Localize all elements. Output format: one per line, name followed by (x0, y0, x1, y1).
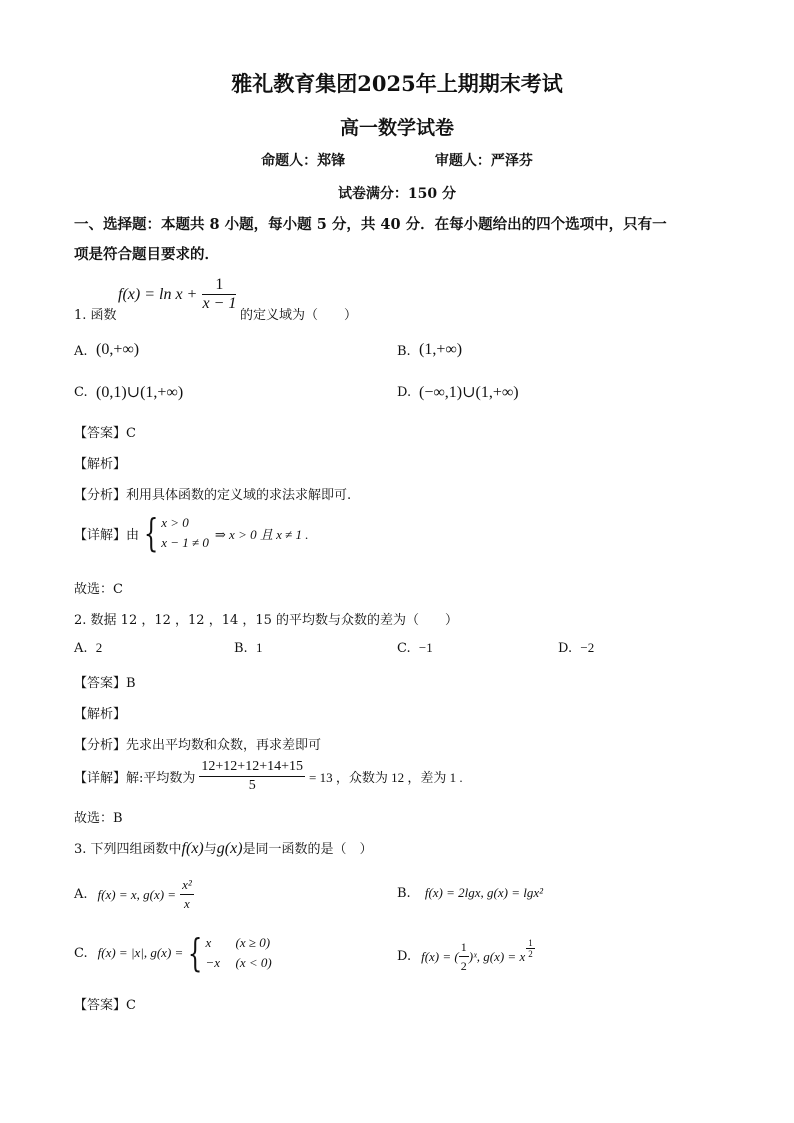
q2-analysis-tag: 【解析】 (74, 707, 127, 722)
q2-option-a: A. 2 (74, 640, 103, 656)
q1-fraction: $\frac{1}{x - 1}$ (202, 276, 237, 312)
reviewer: 审题人：严泽芬 (434, 153, 533, 169)
q3-option-c: C. f(x) = |x|, g(x) = { x (x ≥ 0) −x (x < 0) (74, 931, 272, 975)
q3-option-d: D. f(x) = ( $\frac{1}{2}$ )ˣ, g(x) = x $\frac{1}{2}$ (397, 938, 533, 973)
q1-prefix: 1. 函数 (74, 308, 117, 323)
q1-option-d-label: D. (397, 385, 412, 400)
q3-stem: 3. 下列四组函数中f(x)与g(x)是同一函数的是（ ） (74, 840, 373, 857)
q1-fenxi: 【分析】利用具体函数的定义域的求法求解即可. (74, 488, 352, 503)
q1-option-b: (1,+∞) (419, 341, 463, 358)
q2-option-d: D. −2 (558, 640, 595, 656)
exam-subtitle: 高一数学试卷 (339, 117, 454, 139)
q2-detail: 【详解】 解:平均数为 $\frac{12+12+12+14+15}{5}$ = 13 ，众数为 12 ，差为 1 . (74, 759, 463, 793)
q1-option-c-label: C. (74, 385, 88, 400)
q1-option-b-label: B. (397, 344, 411, 359)
q2-fraction: $\frac{12+12+12+14+15}{5}$ (201, 759, 303, 793)
q2-answer: 【答案】B (74, 676, 136, 691)
section-heading-line1: 一、选择题：本题共 8 小题，每小题 5 分，共 40 分．在每小题给出的四个选项中，只有一 (74, 216, 667, 233)
q1-option-a-label: A. (74, 344, 88, 359)
q1-formula: f(x) = ln x + $\frac{1}{x - 1}$ (118, 276, 237, 312)
q1-suffix: 的定义域为（ ） (240, 308, 358, 323)
q1-analysis-tag: 【解析】 (74, 457, 127, 472)
q3-answer: 【答案】C (74, 998, 136, 1013)
q1-system: { x > 0 x − 1 ≠ 0 (143, 511, 209, 555)
q1-option-a: (0,+∞) (96, 341, 140, 358)
full-score: 试卷满分：150 分 (337, 186, 457, 202)
section-heading-line2: 项是符合题目要求的． (74, 246, 219, 263)
setter: 命题人：郑锋 (261, 153, 346, 169)
q2-option-b: B. 1 (234, 640, 263, 656)
q2-stem: 2. 数据 12 ，12 ，12 ，14 ，15 的平均数与众数的差为（ ） (74, 613, 459, 628)
q1-answer: 【答案】C (74, 426, 136, 441)
q2-fenxi: 【分析】先求出平均数和众数，再求差即可 (74, 738, 322, 753)
q2-conclusion: 故选：B (74, 811, 123, 826)
q1-option-d: (−∞,1)∪(1,+∞) (419, 384, 519, 401)
q1-option-c: (0,1)∪(1,+∞) (96, 384, 184, 401)
q3-option-b: B. f(x) = 2lgx, g(x) = lgx² (397, 885, 544, 901)
exam-title: 雅礼教育集团2025年上期期末考试 (231, 71, 563, 96)
q1-conclusion: 故选：C (74, 582, 123, 597)
author-line (0, 150, 794, 170)
q1-detail: 【详解】 由 { x > 0 x − 1 ≠ 0 ⇒ x > 0 且 x ≠ 1 . (74, 511, 309, 555)
q2-option-c: C. −1 (397, 640, 433, 656)
q3-option-a: A. f(x) = x, g(x) = $\frac{\text{x²}}{x}$ (74, 877, 192, 911)
